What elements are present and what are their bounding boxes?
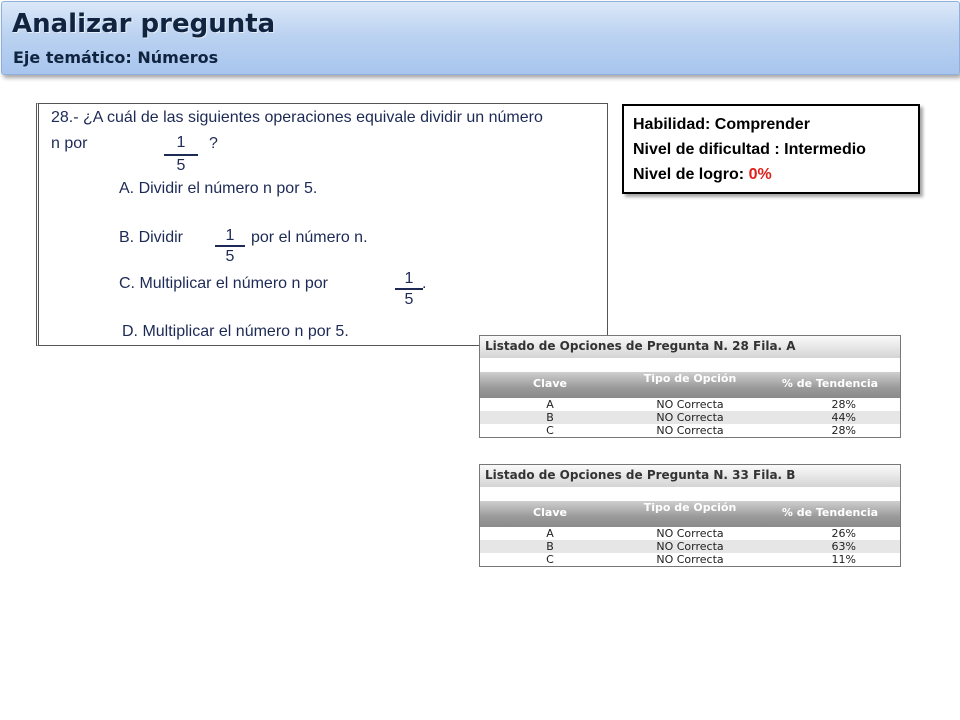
dificultad-label: Nivel de dificultad : xyxy=(633,141,780,158)
col-header-tendencia: % de Tendencia xyxy=(781,377,879,390)
question-image xyxy=(36,103,608,346)
cell-clave: A xyxy=(546,527,554,540)
question-mark: ? xyxy=(209,135,218,152)
cell-clave: C xyxy=(546,424,554,437)
table-caption: Listado de Opciones de Pregunta N. 33 Fila. B xyxy=(480,465,900,487)
option-c-prefix: C. Multiplicar el número n por xyxy=(119,275,328,292)
table-caption: Listado de Opciones de Pregunta N. 28 Fila. A xyxy=(480,336,900,358)
habilidad-row xyxy=(633,116,810,134)
cell-tendencia: 11% xyxy=(831,553,856,566)
col-header-clave: Clave xyxy=(533,506,567,519)
dificultad-row xyxy=(633,141,866,159)
cell-tendencia: 44% xyxy=(831,411,856,424)
cell-tipo: NO Correcta xyxy=(656,527,724,540)
cell-clave: C xyxy=(546,553,554,566)
option-b-suffix: por el número n. xyxy=(251,229,368,246)
option-c-suffix: . xyxy=(422,275,427,292)
table-header-row xyxy=(480,501,900,527)
table-row xyxy=(480,540,900,553)
table-header-row xyxy=(480,372,900,398)
option-c-den: 5 xyxy=(404,291,414,308)
cell-tendencia: 26% xyxy=(831,527,856,540)
dificultad-value: Intermedio xyxy=(784,141,866,158)
cell-tendencia: 28% xyxy=(831,424,856,437)
col-header-clave: Clave xyxy=(533,377,567,390)
option-b-den: 5 xyxy=(225,248,235,265)
cell-tipo: NO Correcta xyxy=(656,398,724,411)
stem-fraction-den: 5 xyxy=(176,157,186,174)
col-header-tipo: Tipo de Opción xyxy=(643,501,737,514)
option-b-prefix: B. Dividir xyxy=(119,229,184,246)
logro-value: 0% xyxy=(748,166,772,183)
option-c-fraction xyxy=(395,269,423,309)
cell-tipo: NO Correcta xyxy=(656,411,724,424)
stem-fraction-num: 1 xyxy=(176,134,186,151)
option-d: D. Multiplicar el número n por 5. xyxy=(122,323,349,340)
stem-fraction xyxy=(161,133,201,175)
header-banner xyxy=(1,1,960,75)
option-a: A. Dividir el número n por 5. xyxy=(119,180,318,197)
habilidad-value: Comprender xyxy=(714,116,810,133)
page-subtitle: Eje temático: Números xyxy=(13,48,219,67)
options-table-33 xyxy=(479,464,901,567)
logro-label: Nivel de logro: xyxy=(633,166,745,183)
question-stem: 28.- ¿A cuál de las siguientes operaciones equivale dividir un número xyxy=(51,109,543,126)
col-header-tipo: Tipo de Opción xyxy=(643,372,737,385)
cell-tendencia: 63% xyxy=(831,540,856,553)
cell-clave: B xyxy=(546,540,554,553)
option-c-num: 1 xyxy=(395,269,423,290)
cell-tipo: NO Correcta xyxy=(656,553,724,566)
table-row xyxy=(480,527,900,540)
cell-clave: A xyxy=(546,398,554,411)
page-title: Analizar pregunta xyxy=(12,9,276,39)
table-row xyxy=(480,411,900,424)
option-b-num: 1 xyxy=(215,226,245,247)
cell-tipo: NO Correcta xyxy=(656,540,724,553)
cell-tipo: NO Correcta xyxy=(656,424,724,437)
cell-clave: B xyxy=(546,411,554,424)
habilidad-label: Habilidad: xyxy=(633,116,711,133)
col-header-tendencia: % de Tendencia xyxy=(781,506,879,519)
cell-tendencia: 28% xyxy=(831,398,856,411)
table-row xyxy=(480,553,900,566)
question-stem-line2: n por xyxy=(51,135,88,152)
logro-row xyxy=(633,166,772,184)
question-info-box xyxy=(622,104,920,194)
table-row xyxy=(480,424,900,437)
options-table-28 xyxy=(479,335,901,438)
option-b-fraction xyxy=(215,226,245,266)
table-row xyxy=(480,398,900,411)
